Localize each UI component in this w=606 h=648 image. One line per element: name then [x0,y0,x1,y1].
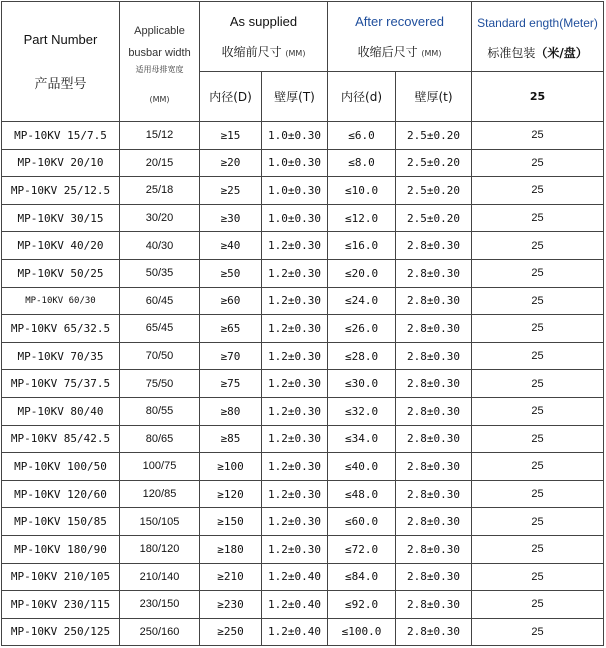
inner-diameter-recovered-cell: ≤40.0 [328,453,396,481]
busbar-width-cell: 80/65 [120,425,200,453]
table-row [2,204,604,232]
busbar-width-cell: 120/85 [120,480,200,508]
inner-diameter-supplied-cell: ≥30 [200,204,262,232]
standard-length-cell: 25 [472,535,604,563]
inner-diameter-recovered-cell: ≤12.0 [328,204,396,232]
wall-thickness-supplied-cell: 1.2±0.40 [262,563,328,591]
standard-length-cell: 25 [472,259,604,287]
wall-thickness-recovered-cell: 2.8±0.30 [396,287,472,315]
wall-thickness-recovered-cell: 2.8±0.30 [396,425,472,453]
wall-thickness-supplied-cell: 1.2±0.30 [262,453,328,481]
wall-thickness-supplied-cell: 1.0±0.30 [262,177,328,205]
wall-thickness-supplied-cell: 1.2±0.30 [262,370,328,398]
table-row [2,259,604,287]
after-recovered-header-zh: 收缩后尺寸 [357,44,418,59]
standard-length-cell: 25 [472,480,604,508]
table-row [2,453,604,481]
busbar-width-cell: 80/55 [120,397,200,425]
part-number-cell: MP-10KV 40/20 [2,232,120,260]
busbar-width-cell: 50/35 [120,259,200,287]
part-number-cell: MP-10KV 230/115 [2,591,120,619]
table-row [2,508,604,536]
busbar-width-cell: 230/150 [120,591,200,619]
wall-thickness-supplied-cell: 1.2±0.30 [262,315,328,343]
busbar-width-cell: 180/120 [120,535,200,563]
after-recovered-header [328,2,472,72]
part-number-cell: MP-10KV 180/90 [2,535,120,563]
inner-diameter-recovered-header: 内径(d) [328,72,396,122]
wall-thickness-supplied-cell: 1.2±0.30 [262,232,328,260]
as-supplied-header-en: As supplied [229,13,298,29]
part-number-cell: MP-10KV 150/85 [2,508,120,536]
inner-diameter-recovered-cell: ≤24.0 [328,287,396,315]
busbar-header [120,2,200,122]
wall-thickness-supplied-cell: 1.2±0.30 [262,259,328,287]
standard-length-header-en: Standard ength(Meter) [477,16,598,30]
table-row [2,315,604,343]
table-row [2,287,604,315]
busbar-width-cell: 25/18 [120,177,200,205]
standard-length-header [472,2,604,72]
inner-diameter-supplied-cell: ≥75 [200,370,262,398]
part-number-cell: MP-10KV 70/35 [2,342,120,370]
inner-diameter-recovered-cell: ≤20.0 [328,259,396,287]
standard-length-header-zh: 标准包装 [487,46,536,60]
standard-length-cell: 25 [472,149,604,177]
busbar-header-line1: Applicable [134,24,185,37]
wall-thickness-recovered-cell: 2.8±0.30 [396,480,472,508]
part-number-cell: MP-10KV 15/7.5 [2,122,120,150]
standard-length-cell: 25 [472,563,604,591]
after-recovered-header-unit: (MM) [421,48,442,58]
wall-thickness-supplied-cell: 1.0±0.30 [262,204,328,232]
inner-diameter-recovered-cell: ≤84.0 [328,563,396,591]
wall-thickness-recovered-cell: 2.5±0.20 [396,149,472,177]
standard-length-cell: 25 [472,397,604,425]
inner-diameter-supplied-cell: ≥65 [200,315,262,343]
part-number-header-en: Part Number [23,31,98,47]
inner-diameter-supplied-cell: ≥85 [200,425,262,453]
as-supplied-header-zh: 收缩前尺寸 [221,44,282,59]
inner-diameter-recovered-cell: ≤28.0 [328,342,396,370]
busbar-width-cell: 150/105 [120,508,200,536]
inner-diameter-recovered-cell: ≤72.0 [328,535,396,563]
standard-length-cell: 25 [472,591,604,619]
part-number-cell: MP-10KV 60/30 [2,287,120,315]
busbar-width-cell: 15/12 [120,122,200,150]
inner-diameter-supplied-cell: ≥150 [200,508,262,536]
wall-thickness-supplied-cell: 1.2±0.40 [262,591,328,619]
busbar-header-zh: 适用母排宽度 [135,64,184,74]
inner-diameter-supplied-cell: ≥40 [200,232,262,260]
table-row [2,535,604,563]
part-number-cell: MP-10KV 250/125 [2,618,120,646]
table-row [2,122,604,150]
standard-length-cell: 25 [472,232,604,260]
part-number-cell: MP-10KV 30/15 [2,204,120,232]
inner-diameter-supplied-cell: ≥210 [200,563,262,591]
standard-length-cell: 25 [472,370,604,398]
as-supplied-header-unit: (MM) [285,48,306,58]
busbar-width-cell: 65/45 [120,315,200,343]
wall-thickness-recovered-cell: 2.8±0.30 [396,232,472,260]
wall-thickness-recovered-cell: 2.5±0.20 [396,177,472,205]
wall-thickness-recovered-cell: 2.8±0.30 [396,259,472,287]
part-number-cell: MP-10KV 100/50 [2,453,120,481]
wall-thickness-recovered-cell: 2.5±0.20 [396,204,472,232]
table-row [2,177,604,205]
table-row [2,618,604,646]
inner-diameter-supplied-cell: ≥80 [200,397,262,425]
wall-thickness-recovered-cell: 2.5±0.20 [396,122,472,150]
busbar-width-cell: 210/140 [120,563,200,591]
inner-diameter-supplied-cell: ≥25 [200,177,262,205]
inner-diameter-recovered-cell: ≤6.0 [328,122,396,150]
part-number-cell: MP-10KV 210/105 [2,563,120,591]
standard-length-value-header: 25 [472,72,604,122]
busbar-width-cell: 100/75 [120,453,200,481]
part-number-cell: MP-10KV 85/42.5 [2,425,120,453]
part-number-cell: MP-10KV 120/60 [2,480,120,508]
inner-diameter-recovered-cell: ≤32.0 [328,397,396,425]
wall-thickness-recovered-cell: 2.8±0.30 [396,508,472,536]
inner-diameter-supplied-cell: ≥20 [200,149,262,177]
wall-thickness-supplied-cell: 1.2±0.30 [262,480,328,508]
table-row [2,425,604,453]
inner-diameter-supplied-cell: ≥250 [200,618,262,646]
table-row [2,397,604,425]
wall-thickness-supplied-cell: 1.0±0.30 [262,149,328,177]
part-number-cell: MP-10KV 80/40 [2,397,120,425]
wall-thickness-recovered-cell: 2.8±0.30 [396,535,472,563]
table-row [2,591,604,619]
inner-diameter-supplied-header: 内径(D) [200,72,262,122]
inner-diameter-recovered-cell: ≤10.0 [328,177,396,205]
standard-length-cell: 25 [472,122,604,150]
wall-thickness-recovered-cell: 2.8±0.30 [396,591,472,619]
inner-diameter-recovered-cell: ≤26.0 [328,315,396,343]
inner-diameter-recovered-cell: ≤48.0 [328,480,396,508]
part-number-cell: MP-10KV 65/32.5 [2,315,120,343]
wall-thickness-recovered-cell: 2.8±0.30 [396,397,472,425]
part-number-header [2,2,120,122]
inner-diameter-supplied-cell: ≥230 [200,591,262,619]
part-number-cell: MP-10KV 25/12.5 [2,177,120,205]
standard-length-cell: 25 [472,508,604,536]
standard-length-cell: 25 [472,618,604,646]
wall-thickness-supplied-header: 壁厚(T) [262,72,328,122]
part-number-header-zh: 产品型号 [34,76,87,92]
standard-length-cell: 25 [472,177,604,205]
inner-diameter-recovered-cell: ≤100.0 [328,618,396,646]
wall-thickness-supplied-cell: 1.2±0.30 [262,287,328,315]
inner-diameter-supplied-cell: ≥50 [200,259,262,287]
as-supplied-header [200,2,328,72]
inner-diameter-supplied-cell: ≥70 [200,342,262,370]
wall-thickness-supplied-cell: 1.2±0.30 [262,508,328,536]
table-row [2,370,604,398]
part-number-cell: MP-10KV 20/10 [2,149,120,177]
standard-length-cell: 25 [472,425,604,453]
standard-length-cell: 25 [472,315,604,343]
standard-length-cell: 25 [472,287,604,315]
busbar-width-cell: 30/20 [120,204,200,232]
wall-thickness-recovered-cell: 2.8±0.30 [396,563,472,591]
table-row [2,232,604,260]
busbar-width-cell: 60/45 [120,287,200,315]
inner-diameter-supplied-cell: ≥180 [200,535,262,563]
inner-diameter-recovered-cell: ≤30.0 [328,370,396,398]
inner-diameter-supplied-cell: ≥120 [200,480,262,508]
table-row [2,149,604,177]
busbar-width-cell: 40/30 [120,232,200,260]
standard-length-header-zh-unit: （米/盘） [535,46,588,60]
wall-thickness-recovered-cell: 2.8±0.30 [396,342,472,370]
wall-thickness-supplied-cell: 1.2±0.30 [262,397,328,425]
inner-diameter-recovered-cell: ≤8.0 [328,149,396,177]
inner-diameter-recovered-cell: ≤92.0 [328,591,396,619]
inner-diameter-recovered-cell: ≤16.0 [328,232,396,260]
busbar-width-cell: 250/160 [120,618,200,646]
after-recovered-header-en: After recovered [355,13,444,29]
table-row [2,342,604,370]
busbar-width-cell: 70/50 [120,342,200,370]
busbar-header-unit: (MM) [149,94,170,104]
inner-diameter-supplied-cell: ≥15 [200,122,262,150]
wall-thickness-supplied-cell: 1.2±0.40 [262,618,328,646]
standard-length-cell: 25 [472,204,604,232]
wall-thickness-recovered-cell: 2.8±0.30 [396,370,472,398]
inner-diameter-recovered-cell: ≤34.0 [328,425,396,453]
standard-length-cell: 25 [472,453,604,481]
busbar-header-line2: busbar width [128,46,191,59]
inner-diameter-supplied-cell: ≥100 [200,453,262,481]
standard-length-cell: 25 [472,342,604,370]
wall-thickness-recovered-cell: 2.8±0.30 [396,315,472,343]
wall-thickness-recovered-cell: 2.8±0.30 [396,453,472,481]
busbar-width-cell: 75/50 [120,370,200,398]
part-number-cell: MP-10KV 75/37.5 [2,370,120,398]
spec-table [1,1,604,646]
wall-thickness-recovered-header: 壁厚(t) [396,72,472,122]
wall-thickness-supplied-cell: 1.2±0.30 [262,342,328,370]
inner-diameter-supplied-cell: ≥60 [200,287,262,315]
table-row [2,480,604,508]
table-row [2,563,604,591]
wall-thickness-supplied-cell: 1.0±0.30 [262,122,328,150]
wall-thickness-recovered-cell: 2.8±0.30 [396,618,472,646]
busbar-width-cell: 20/15 [120,149,200,177]
wall-thickness-supplied-cell: 1.2±0.30 [262,535,328,563]
wall-thickness-supplied-cell: 1.2±0.30 [262,425,328,453]
part-number-cell: MP-10KV 50/25 [2,259,120,287]
inner-diameter-recovered-cell: ≤60.0 [328,508,396,536]
